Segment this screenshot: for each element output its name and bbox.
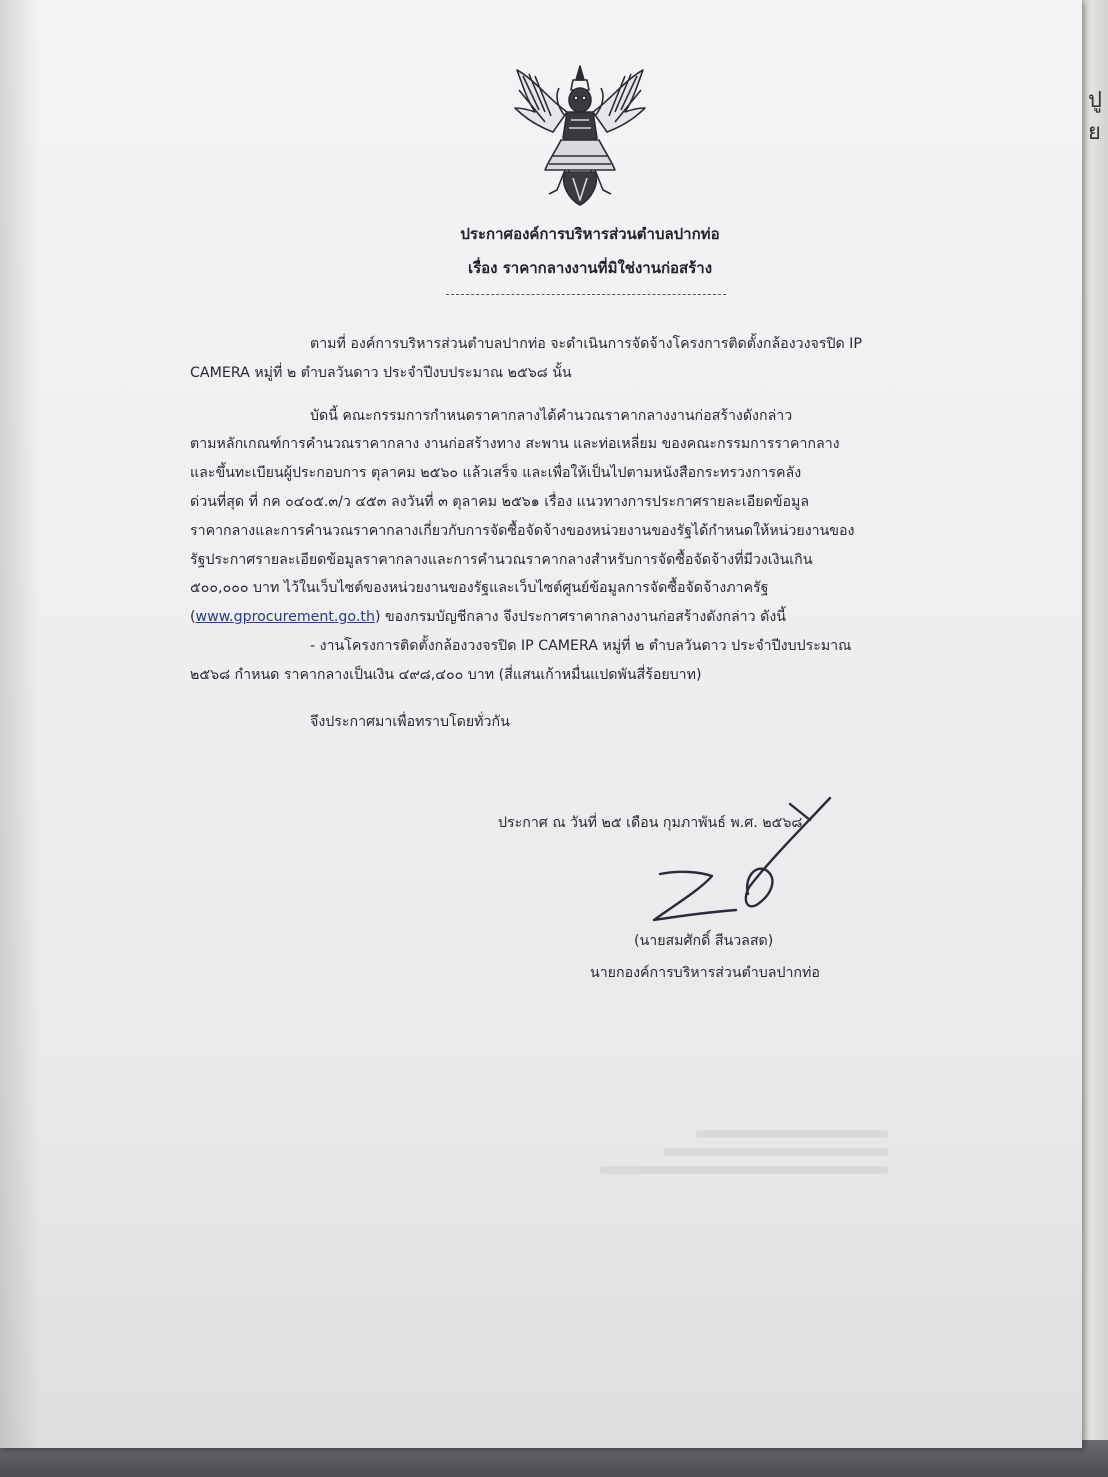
- paragraph-main-line: ตามหลักเกณฑ์การคำนวณราคากลาง งานก่อสร้างทาง สะพาน และท่อเหลี่ยม ของคณะกรรมการราคากลาง: [190, 436, 840, 453]
- price-item-line: - งานโครงการติดตั้งกล้องวงจรปิด IP CAMERA หมู่ที่ ๒ ตำบลวันดาว ประจำปีงบประมาณ: [310, 637, 852, 654]
- page-shadow: [0, 0, 40, 1448]
- price-item-line: ๒๕๖๘ กำหนด ราคากลางเป็นเงิน ๔๙๘,๔๐๐ บาท (สี่แสนเก้าหมื่นแปดพันสี่ร้อยบาท): [190, 666, 702, 683]
- signer-title: นายกองค์การบริหารส่วนตำบลปากท่อ: [590, 965, 820, 981]
- paragraph-intro: [190, 330, 978, 388]
- paragraph-main: [190, 402, 978, 632]
- backdrop-edge-text: ปู ย: [1088, 88, 1102, 145]
- paragraph-intro-line: CAMERA หมู่ที่ ๒ ตำบลวันดาว ประจำปีงบประมาณ ๒๕๖๘ นั้น: [190, 364, 572, 381]
- conclusion-text: [190, 708, 978, 737]
- paragraph-main-line: ด่วนที่สุด ที่ กค ๐๔๐๕.๓/ว ๔๕๓ ลงวันที่ ๓ ตุลาคม ๒๕๖๑ เรื่อง แนวทางการประกาศรายละเอียดข้อมูล: [190, 493, 810, 510]
- document-subject: เรื่อง ราคากลางงานที่มิใช่งานก่อสร้าง: [467, 259, 713, 277]
- gprocurement-link[interactable]: www.gprocurement.go.th: [195, 609, 375, 626]
- price-item: [190, 632, 978, 690]
- paragraph-main-line: บัดนี้ คณะกรรมการกำหนดราคากลางได้คำนวณราคากลางงานก่อสร้างดังกล่าว: [310, 407, 793, 424]
- garuda-emblem-icon: [505, 60, 655, 210]
- paragraph-main-line: และขึ้นทะเบียนผู้ประกอบการ ตุลาคม ๒๕๖๐ แล้วเสร็จ และเพื่อให้เป็นไปตามหนังสือกระทรวงการคลัง: [190, 465, 802, 482]
- paragraph-main-line-rest: ) ของกรมบัญชีกลาง จึงประกาศราคากลางงานก่อสร้างดังกล่าว ดังนี้: [374, 609, 786, 626]
- link-open-paren: (: [190, 609, 196, 626]
- backdrop-right-strip: [1080, 0, 1108, 1477]
- paragraph-main-line: รัฐประกาศรายละเอียดข้อมูลราคากลางและการคำนวณราคากลางสำหรับการจัดซื้อจัดจ้างที่มีวงเงินเกิน: [190, 551, 813, 568]
- signer-name: (นายสมศักดิ์ สีนวลสด): [634, 933, 774, 949]
- handwritten-signature-icon: [640, 790, 840, 930]
- document-body: [190, 330, 978, 736]
- title-divider: [446, 294, 726, 295]
- paragraph-intro-line: ตามที่ องค์การบริหารส่วนตำบลปากท่อ จะดำเนินการจัดจ้างโครงการติดตั้งกล้องวงจรปิด IP: [310, 336, 862, 352]
- paragraph-main-line: ๕๐๐,๐๐๐ บาท ไว้ในเว็บไซต์ของหน่วยงานของรัฐและเว็บไซต์ศูนย์ข้อมูลการจัดซื้อจัดจ้างภาครัฐ: [190, 580, 769, 597]
- document-title: ประกาศองค์การบริหารส่วนตำบลปากท่อ: [460, 225, 720, 243]
- paragraph-main-line: [190, 603, 978, 632]
- paragraph-main-line: ราคากลางและการคำนวณราคากลางเกี่ยวกับการจัดซื้อจัดจ้างของหน่วยงานของรัฐได้กำหนดให้หน่วยงานของ: [190, 522, 855, 539]
- conclusion-line: จึงประกาศมาเพื่อทราบโดยทั่วกัน: [310, 713, 510, 730]
- announcement-date: ประกาศ ณ วันที่ ๒๕ เดือน กุมภาพันธ์ พ.ศ. ๒๕๖๘: [498, 815, 803, 831]
- bleed-through-ghost: [600, 1120, 920, 1210]
